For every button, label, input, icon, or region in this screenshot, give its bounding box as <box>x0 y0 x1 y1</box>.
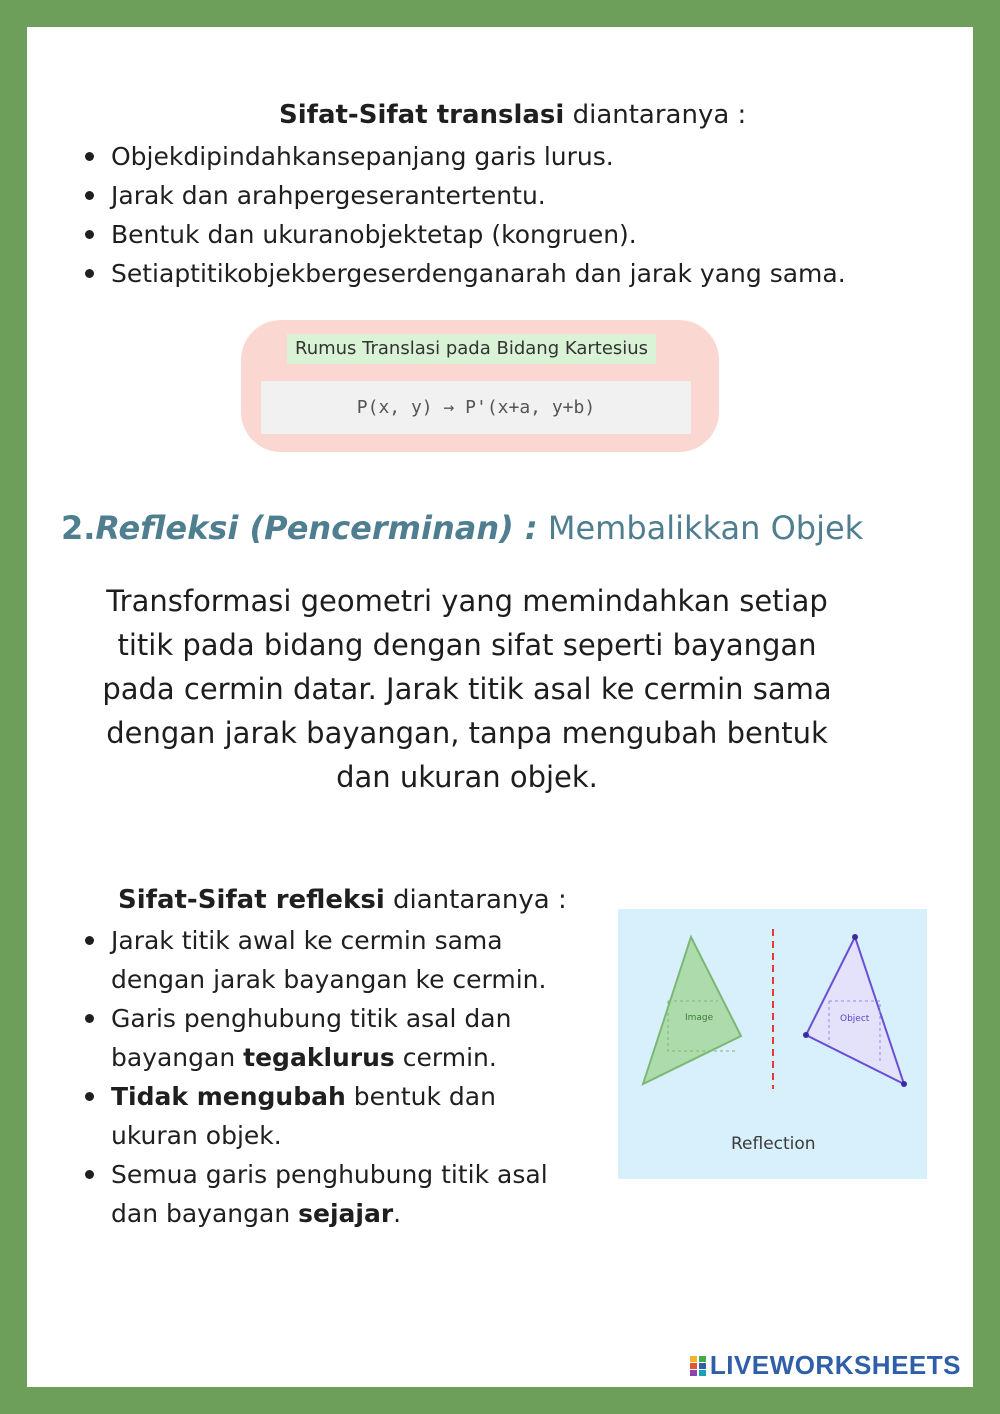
translation-properties-list <box>81 137 941 293</box>
bullet-icon <box>85 1092 94 1101</box>
list-item-bold: tegaklurus <box>243 1043 395 1072</box>
object-vertex-bottom <box>901 1081 907 1087</box>
object-triangle <box>806 937 904 1084</box>
section-title-main: Refleksi (Pencerminan) : <box>95 509 538 547</box>
list-item <box>81 1155 571 1233</box>
reflection-heading <box>118 883 567 917</box>
reflection-definition: Transformasi geometri yang memindahkan setiap titik pada bidang dengan sifat seperti bayangan pada cermin datar. Jarak titik asal ke cermin sama dengan jarak bayangan, tanpa mengubah bentuk dan ukuran objek. <box>102 584 832 794</box>
worksheet-page <box>27 27 973 1387</box>
list-item-text: Objekdipindahkansepanjang garis lurus. <box>111 142 614 171</box>
figure-caption: Reflection <box>731 1134 816 1154</box>
reflection-figure <box>618 909 927 1179</box>
bullet-icon <box>85 152 94 161</box>
object-label: Object <box>840 1014 870 1024</box>
list-item-text: Jarak dan arahpergeserantertentu. <box>111 181 546 210</box>
list-item-text: Setiaptitikobjekbergeserdenganarah dan jarak yang sama. <box>111 259 846 288</box>
list-item-text: Garis penghubung titik asal dan bayangan <box>111 1004 512 1072</box>
reflection-section-title <box>61 505 961 551</box>
list-item-bold: sejajar <box>298 1199 394 1228</box>
image-triangle <box>643 937 741 1084</box>
reflection-heading-bold: Sifat-Sifat refleksi <box>118 885 385 915</box>
section-number: 2. <box>61 509 96 547</box>
bullet-icon <box>85 269 94 278</box>
list-item-bold: Tidak mengubah <box>111 1082 346 1111</box>
list-item-text: Jarak titik awal ke cermin sama dengan jarak bayangan ke cermin. <box>111 926 547 994</box>
list-item-text-end: bentuk dan ukuran objek. <box>111 1082 496 1150</box>
translation-heading-bold: Sifat-Sifat translasi <box>279 100 565 130</box>
list-item <box>81 137 941 176</box>
list-item-text: Bentuk dan ukuranobjektetap (kongruen). <box>111 220 637 249</box>
bullet-icon <box>85 230 94 239</box>
object-vertex-top <box>852 934 858 940</box>
reflection-heading-rest: diantaranya : <box>384 885 567 915</box>
bullet-icon <box>85 1170 94 1179</box>
list-item-text-end: cermin. <box>394 1043 497 1072</box>
list-item <box>81 254 941 293</box>
list-item <box>81 999 571 1077</box>
liveworksheets-mark-icon <box>690 1356 706 1376</box>
bullet-icon <box>85 936 94 945</box>
list-item-text: Semua garis penghubung titik asal dan bayangan <box>111 1160 548 1228</box>
translation-heading <box>279 98 746 132</box>
list-item <box>81 1077 571 1155</box>
object-vertex-left <box>803 1032 809 1038</box>
bullet-icon <box>85 191 94 200</box>
list-item <box>81 176 941 215</box>
liveworksheets-wordmark: LIVEWORKSHEETS <box>709 1350 961 1380</box>
reflection-diagram <box>618 909 927 1179</box>
formula-label: Rumus Translasi pada Bidang Kartesius <box>287 334 656 364</box>
translation-heading-rest: diantaranya : <box>564 100 747 130</box>
reflection-properties-list <box>81 921 571 1233</box>
translation-formula-box <box>241 320 719 452</box>
image-label: Image <box>685 1013 714 1023</box>
list-item-text-end: . <box>393 1199 402 1228</box>
list-item <box>81 215 941 254</box>
section-subtitle: Membalikkan Objek <box>537 509 864 547</box>
list-item <box>81 921 571 999</box>
bullet-icon <box>85 1014 94 1023</box>
liveworksheets-logo <box>690 1350 961 1381</box>
formula-code: P(x, y) → P'(x+a, y+b) <box>261 381 691 434</box>
